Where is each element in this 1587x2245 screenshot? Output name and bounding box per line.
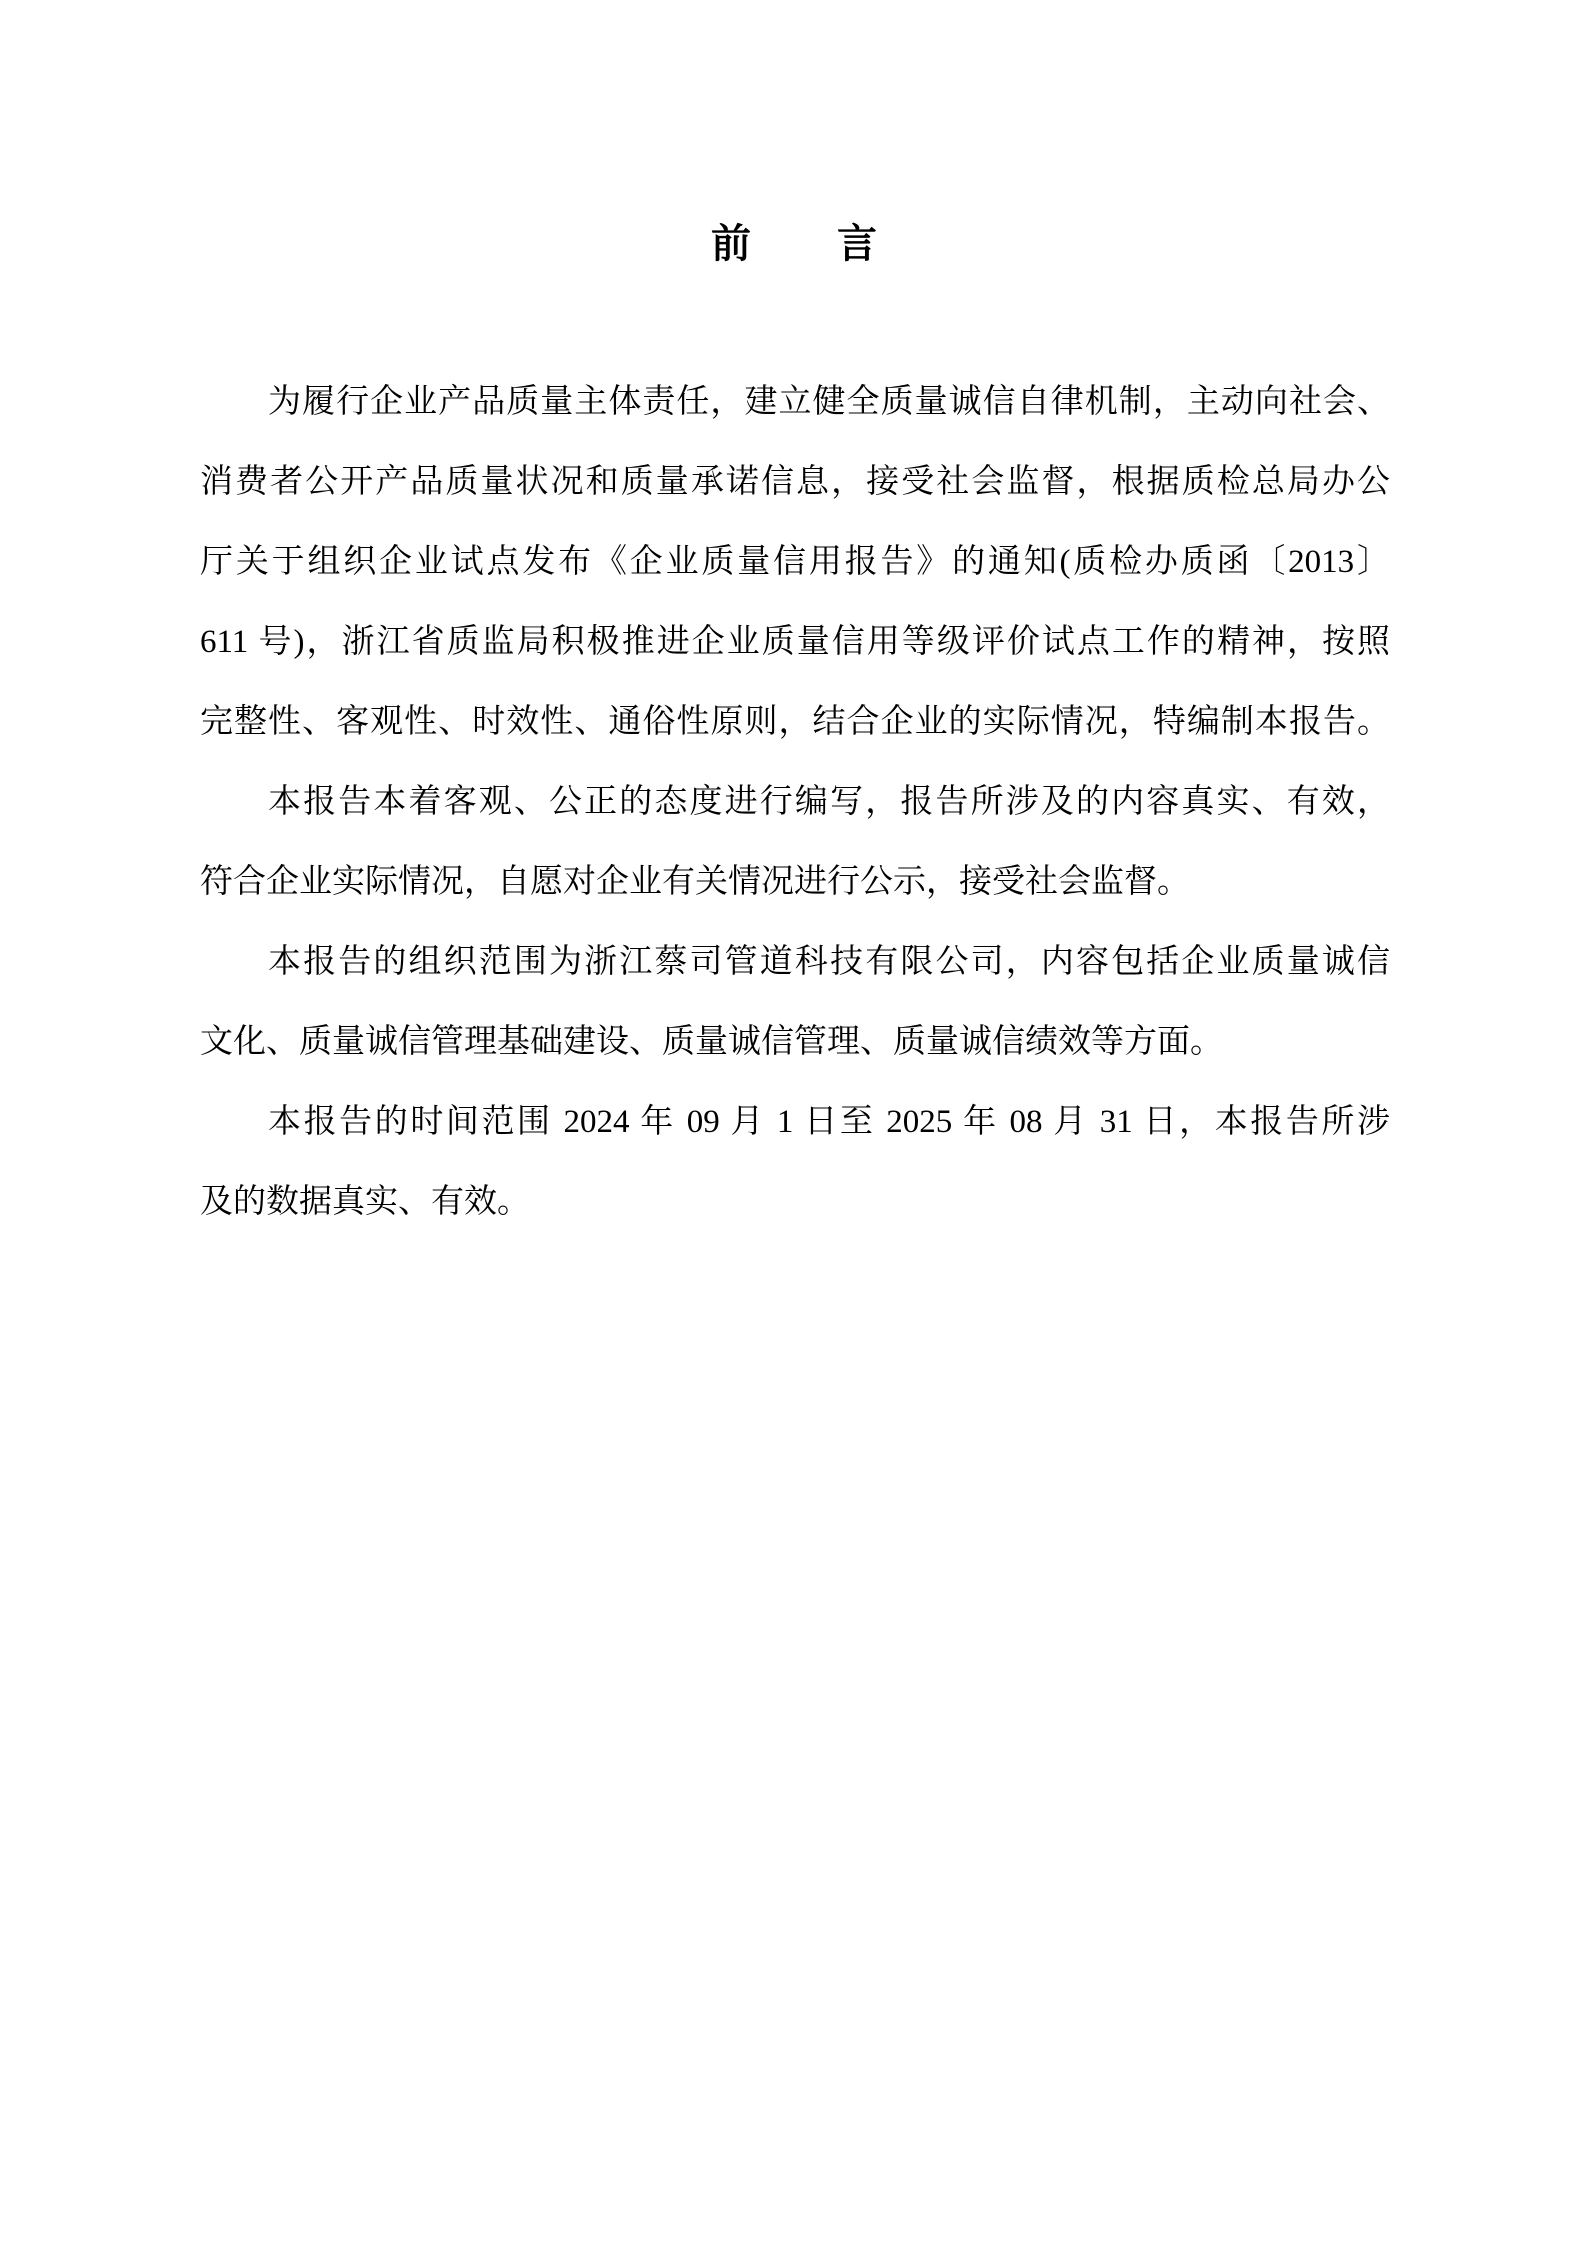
text-line: 本报告的时间范围 2024 年 09 月 1 日至 2025 年 08 月 31 日，本报告所涉 — [268, 1104, 1390, 1140]
text-line: 本报告的组织范围为浙江蔡司管道科技有限公司，内容包括企业质量诚信 — [268, 944, 1390, 980]
page-title: 前 言 — [711, 221, 879, 266]
text-line: 符合企业实际情况，自愿对企业有关情况进行公示，接受社会监督。 — [200, 864, 1190, 900]
text-line: 为履行企业产品质量主体责任，建立健全质量诚信自律机制，主动向社会、 — [268, 384, 1390, 420]
text-line: 消费者公开产品质量状况和质量承诺信息，接受社会监督，根据质检总局办公 — [200, 464, 1390, 500]
text-line: 厅关于组织企业试点发布《企业质量信用报告》的通知(质检办质函〔2013〕 — [200, 544, 1390, 580]
text-line: 及的数据真实、有效。 — [200, 1184, 530, 1220]
text-line: 完整性、客观性、时效性、通俗性原则，结合企业的实际情况，特编制本报告。 — [200, 704, 1390, 740]
text-line: 611 号)，浙江省质监局积极推进企业质量信用等级评价试点工作的精神，按照 — [200, 624, 1390, 660]
document-body — [200, 362, 1390, 1242]
text-line: 文化、质量诚信管理基础建设、质量诚信管理、质量诚信绩效等方面。 — [200, 1024, 1223, 1060]
text-line: 本报告本着客观、公正的态度进行编写，报告所涉及的内容真实、有效， — [268, 784, 1390, 820]
